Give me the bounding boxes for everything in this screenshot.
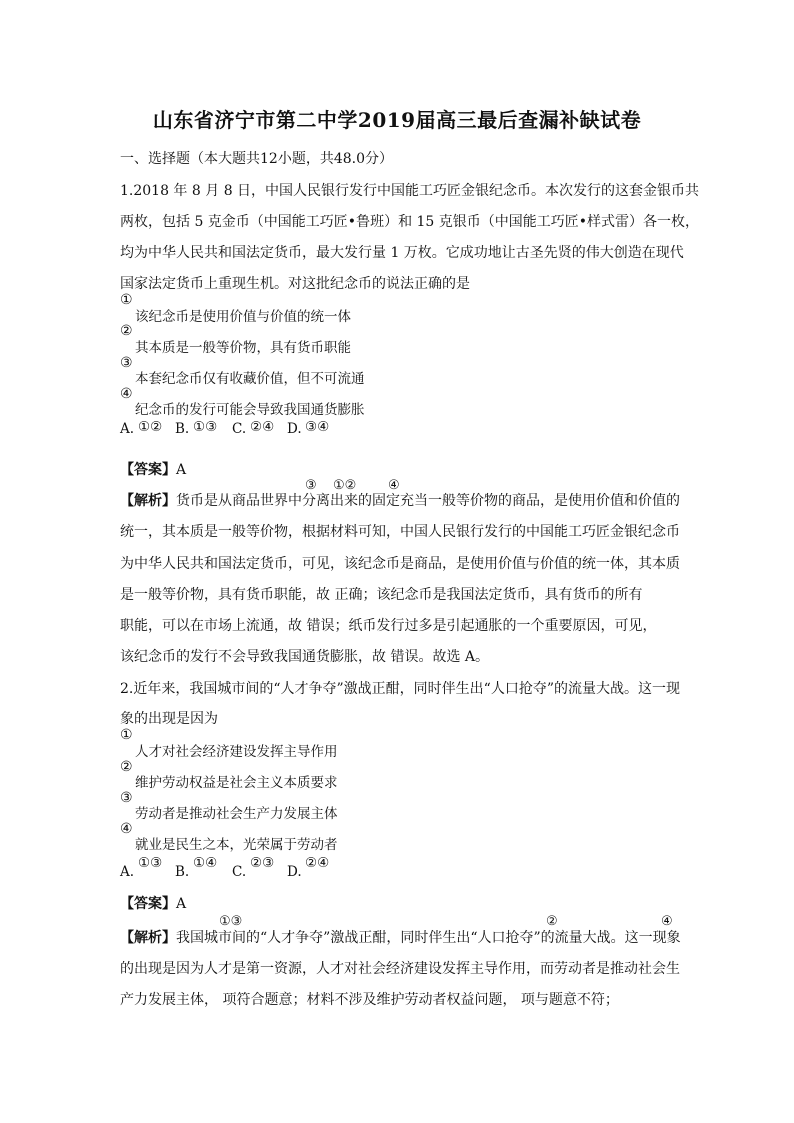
q2-analysis-line-2: 的出现是因为人才是第一资源，人才对社会经济建设发挥主导作用，而劳动者是推动社会生 [120,961,680,977]
q2-analysis-label: 【解析】 [120,930,176,946]
q1-choice-c[interactable]: ②④ [250,419,275,435]
q1-stem-line-4: 国家法定货币上重现生机。对这批纪念币的说法正确的是 [120,276,470,292]
exam-title: 山东省济宁市第二中学2019届高三最后查漏补缺试卷 [152,108,642,132]
q2-answer [120,893,186,913]
q1-stem-line-3: 均为中华人民共和国法定货币，最大发行量 1 万枚。它成功地让古圣先贤的伟大创造在现代 [120,245,684,261]
q1-analysis-mark-3: ④ [388,478,400,493]
q2-statement-4: 就业是民生之本，光荣属于劳动者 [135,837,338,853]
q1-choice-a-letter: A. [120,421,135,437]
q2-stem-line-1: 2.近年来，我国城市间的“人才争夺”激战正酣，同时伴生出“人口抢夺”的流量大战。这一现 [120,681,680,697]
q1-statement-3-number: ③ [120,355,133,371]
q2-answer-label: 【答案】 [120,896,176,912]
q1-statement-1-number: ① [120,292,133,308]
q2-choice-a-letter: A. [120,864,135,880]
q2-choice-b-letter: B. [175,864,190,880]
q2-statement-4-number: ④ [120,821,133,837]
q1-statement-1: 该纪念币是使用价值与价值的统一体 [135,309,351,325]
q1-choice-a[interactable]: ①② [138,419,163,435]
q1-statement-2: 其本质是一般等价物，具有货币职能 [135,340,351,356]
q2-statement-3: 劳动者是推动社会生产力发展主体 [135,806,338,822]
q2-choice-a[interactable]: ①③ [138,855,163,871]
q2-analysis-line-1 [120,927,681,947]
q1-statement-4-number: ④ [120,386,133,402]
q2-answer-value: A [176,896,187,912]
q1-analysis-line-5: 职能，可以在市场上流通，故 错误；纸币发行过多是引起通胀的一个重要原因，可见， [120,618,657,634]
q2-statement-1-number: ① [120,727,133,743]
q2-analysis-mark-1: ①③ [219,914,243,929]
q2-analysis-text-1: 我国城市间的“人才争夺”激战正酣，同时伴生出“人口抢夺”的流量大战。这一现象 [176,930,681,946]
q1-analysis-mark-2: ①② [333,478,357,493]
q1-analysis-mark-1: ③ [305,478,317,493]
q2-choice-b[interactable]: ①④ [193,855,218,871]
q2-stem-line-2: 象的出现是因为 [120,711,218,727]
q2-analysis-line-3: 产力发展主体， 项符合题意；材料不涉及维护劳动者权益问题， 项与题意不符； [120,992,619,1008]
q2-choice-d[interactable]: ②④ [305,855,330,871]
q2-statement-1: 人才对社会经济建设发挥主导作用 [135,744,338,760]
q1-analysis-text-1: 货币是从商品世界中分离出来的固定充当一般等价物的商品，是使用价值和价值的 [176,493,680,509]
q2-analysis-mark-3: ④ [661,914,673,929]
q2-choice-c[interactable]: ②③ [250,855,275,871]
q1-choice-c-letter: C. [232,421,247,437]
q2-statement-2: 维护劳动权益是社会主义本质要求 [135,775,338,791]
q1-stem-line-1: 1.2018 年 8 月 8 日，中国人民银行发行中国能工巧匠金银纪念币。本次发行的这套金银币共 [120,183,700,199]
q2-analysis-mark-2: ② [546,914,558,929]
q1-analysis-line-6: 该纪念币的发行不会导致我国通货膨胀，故 错误。故选 A。 [120,649,490,665]
q1-choice-d-letter: D. [287,421,302,437]
q2-choice-d-letter: D. [287,864,302,880]
q1-analysis-line-2: 统一，其本质是一般等价物，根据材料可知，中国人民银行发行的中国能工巧匠金银纪念币 [120,524,680,540]
q1-choice-b[interactable]: ①③ [193,419,218,435]
q1-analysis-line-1 [120,490,680,510]
q1-statement-3: 本套纪念币仅有收藏价值，但不可流通 [135,371,365,387]
q1-analysis-label: 【解析】 [120,493,176,509]
q1-statement-2-number: ② [120,323,133,339]
q1-choice-b-letter: B. [175,421,190,437]
q2-statement-2-number: ② [120,759,133,775]
q1-answer [120,459,186,479]
q1-analysis-line-3: 为中华人民共和国法定货币，可见，该纪念币是商品，是使用价值与价值的统一体，其本质 [120,556,680,572]
q2-statement-3-number: ③ [120,790,133,806]
q2-choice-c-letter: C. [232,864,247,880]
q1-answer-label: 【答案】 [120,462,176,478]
q1-stem-line-2: 两枚，包括 5 克金币（中国能工巧匠•鲁班）和 15 克银币（中国能工巧匠•样式雷）各一枚， [120,214,700,230]
section-heading: 一、选择题（本大题共12小题，共48.0分） [120,151,393,167]
q1-analysis-line-4: 是一般等价物，具有货币职能，故 正确；该纪念币是我国法定货币，具有货币的所有 [120,587,643,603]
q1-choice-d[interactable]: ③④ [305,419,330,435]
q1-answer-value: A [176,462,187,478]
q1-statement-4: 纪念币的发行可能会导致我国通货膨胀 [135,402,365,418]
